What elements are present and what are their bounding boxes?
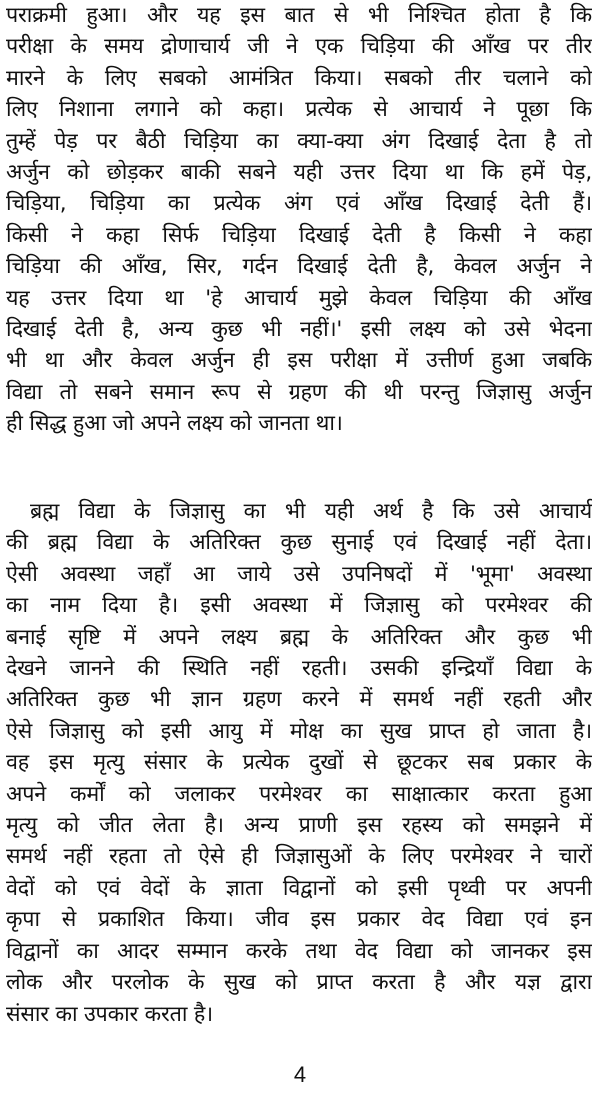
text-line: देखने जानने की स्थिति नहीं रहती। उसकी इन्द्रियाँ विद्या के xyxy=(6,656,592,682)
text-line: का नाम दिया है। इसी अवस्था में जिज्ञासु को परमेश्वर की xyxy=(6,593,592,619)
text-line: अपने कर्मों को जलाकर परमेश्वर का साक्षात्कार करता हुआ xyxy=(6,781,592,807)
paragraph-1 xyxy=(6,0,592,440)
text-line: अर्जुन को छोड़कर बाकी सबने यही उत्तर दिया था कि हमें पेड़, xyxy=(6,160,592,186)
text-line: समर्थ नहीं रहता तो ऐसे ही जिज्ञासुओं के लिए परमेश्वर ने चारों xyxy=(6,844,592,870)
text-line: ही सिद्ध हुआ जो अपने लक्ष्य को जानता था। xyxy=(6,411,343,437)
text-line: किसी ने कहा सिर्फ चिड़िया दिखाई देती है किसी ने कहा xyxy=(6,222,592,248)
text-line: ब्रह्म विद्या के जिज्ञासु का भी यही अर्थ है कि उसे आचार्य xyxy=(30,499,592,524)
paragraph-2 xyxy=(6,496,592,1030)
text-line: मारने के लिए सबको आमंत्रित किया। सबको तीर चलाने को xyxy=(6,65,592,91)
text-line: चिड़िया की आँख, सिर, गर्दन दिखाई देती है, केवल अर्जुन ने xyxy=(6,254,592,280)
text-line: यह उत्तर दिया था 'हे आचार्य मुझे केवल चिड़िया की आँख xyxy=(6,285,592,311)
text-line: विद्वानों का आदर सम्मान करके तथा वेद विद्या को जानकर इस xyxy=(6,938,592,964)
text-line: लोक और परलोक के सुख को प्राप्त करता है और यज्ञ द्वारा xyxy=(6,970,592,996)
text-line: संसार का उपकार करता है। xyxy=(6,1001,214,1027)
text-line: विद्या तो सबने समान रूप से ग्रहण की थी परन्तु जिज्ञासु अर्जुन xyxy=(6,379,592,405)
text-line: पराक्रमी हुआ। और यह इस बात से भी निश्चित होता है कि xyxy=(6,3,592,28)
text-line: परीक्षा के समय द्रोणाचार्य जी ने एक चिड़िया की आँख पर तीर xyxy=(6,34,592,60)
text-line: की ब्रह्म विद्या के अतिरिक्त कुछ सुनाई एवं दिखाई नहीं देता। xyxy=(6,530,592,556)
text-line: मृत्यु को जीत लेता है। अन्य प्राणी इस रहस्य को समझने में xyxy=(6,813,592,839)
text-line: अतिरिक्त कुछ भी ज्ञान ग्रहण करने में समर्थ नहीं रहती और xyxy=(6,687,592,713)
text-line: लिए निशाना लगाने को कहा। प्रत्येक से आचार्य ने पूछा कि xyxy=(6,97,592,123)
text-line: वह इस मृत्यु संसार के प्रत्येक दुखों से छूटकर सब प्रकार के xyxy=(6,750,592,776)
text-line: चिड़िया, चिड़िया का प्रत्येक अंग एवं आँख दिखाई देती हैं। xyxy=(6,191,592,217)
page-number: 4 xyxy=(293,1062,307,1087)
text-line: वेदों को एवं वेदों के ज्ञाता विद्वानों को इसी पृथ्वी पर अपनी xyxy=(6,875,592,901)
text-line: ऐसे जिज्ञासु को इसी आयु में मोक्ष का सुख प्राप्त हो जाता है। xyxy=(6,718,592,744)
text-line: कृपा से प्रकाशित किया। जीव इस प्रकार वेद विद्या एवं इन xyxy=(6,907,592,933)
text-line: बनाई सृष्टि में अपने लक्ष्य ब्रह्म के अतिरिक्त और कुछ भी xyxy=(6,624,592,650)
text-line: तुम्हें पेड़ पर बैठी चिड़िया का क्या-क्या अंग दिखाई देता है तो xyxy=(6,128,592,154)
text-line: दिखाई देती है, अन्य कुछ भी नहीं।' इसी लक्ष्य को उसे भेदना xyxy=(6,317,592,343)
text-line: भी था और केवल अर्जुन ही इस परीक्षा में उत्तीर्ण हुआ जबकि xyxy=(6,348,592,374)
text-line: ऐसी अवस्था जहाँ आ जाये उसे उपनिषदों में 'भूमा' अवस्था xyxy=(6,561,592,587)
